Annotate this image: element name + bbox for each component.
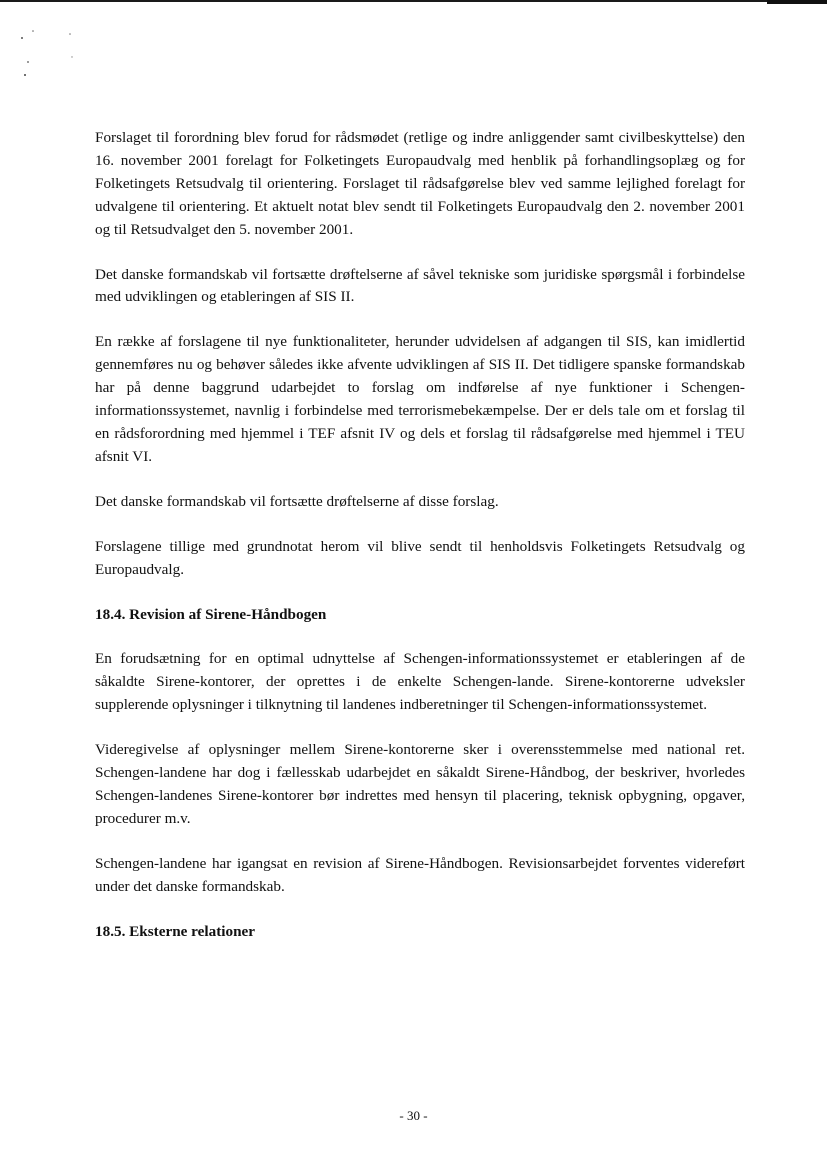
scan-speck <box>69 33 71 35</box>
document-body <box>95 127 745 965</box>
paragraph-videregivelse: Videregivelse af oplysninger mellem Sirene-kontorerne sker i overensstemmelse med national ret. Schengen-landene har dog i fællesskab udarbejdet en såkaldt Sirene-Håndbog, der beskriver, hvorledes Schengen-landenes Sirene-kontorer bør indrettes med hensyn til placering, teknisk opbygning, opgaver, procedurer m.v. <box>95 741 745 827</box>
scan-speck <box>21 37 23 39</box>
paragraph-sis-ii: Det danske formandskab vil fortsætte drøftelserne af såvel tekniske som juridiske spørgsmål i forbindelse med udviklingen og etableringen af SIS II. <box>95 265 745 306</box>
paragraph-sirene-kontorer: En forudsætning for en optimal udnyttelse af Schengen-informationssystemet er etableringen af de såkaldte Sirene-kontorer, der oprettes i de enkelte Schengen-lande. Sirene-kontorerne udveksler supplerende oplysninger i tilknytning til landenes indberetninger til Schengen-informationssystemet. <box>95 650 745 714</box>
paragraph-revision: Schengen-landene har igangsat en revision af Sirene-Håndbogen. Revisionsarbejdet forventes videreført under det danske formandskab. <box>95 854 745 895</box>
scan-speck <box>71 56 72 57</box>
paragraph-grundnotat: Forslagene tillige med grundnotat herom vil blive sendt til henholdsvis Folketingets Retsudvalg og Europaudvalg. <box>95 537 745 578</box>
paragraph-funktionaliteter: En række af forslagene til nye funktionaliteter, herunder udvidelsen af adgangen til SIS, kan imidlertid gennemføres nu og behøver således ikke afvente udviklingen af SIS II. Det tidligere spanske formandskab har på denne baggrund udarbejdet to forslag om indførelse af nye funktioner i Schengen-informationssystemet, navnlig i forbindelse med terrorismebekæmpelse. Der er dels tale om et forslag til en rådsforordning med hjemmel i TEF afsnit IV og dels et forslag til rådsafgørelse med hjemmel i TEU afsnit VI. <box>95 333 745 465</box>
scan-speck <box>24 74 26 76</box>
top-border-mark <box>767 0 827 4</box>
scan-speck <box>27 61 29 63</box>
heading-eksterne-relationer: 18.5. Eksterne relationer <box>95 922 256 940</box>
paragraph-forordning: Forslaget til forordning blev forud for rådsmødet (retlige og indre anliggender samt civilbeskyttelse) den 16. november 2001 forelagt for Folketingets Europaudvalg med henblik på forhandlingsoplæg og for Folketingets Retsudvalg til orientering. Forslaget til rådsafgørelse blev ved samme lejlighed forelagt for udvalgene til orientering. Et aktuelt notat blev sendt til Folketingets Europaudvalg den 2. november 2001 og til Retsudvalget den 5. november 2001. <box>95 129 745 238</box>
scan-speck <box>32 30 34 32</box>
paragraph-droeftelser: Det danske formandskab vil fortsætte drøftelserne af disse forslag. <box>95 492 499 510</box>
top-border-line <box>0 0 827 2</box>
heading-revision-sirene: 18.4. Revision af Sirene-Håndbogen <box>95 605 327 623</box>
page-number: - 30 - <box>399 1108 428 1123</box>
